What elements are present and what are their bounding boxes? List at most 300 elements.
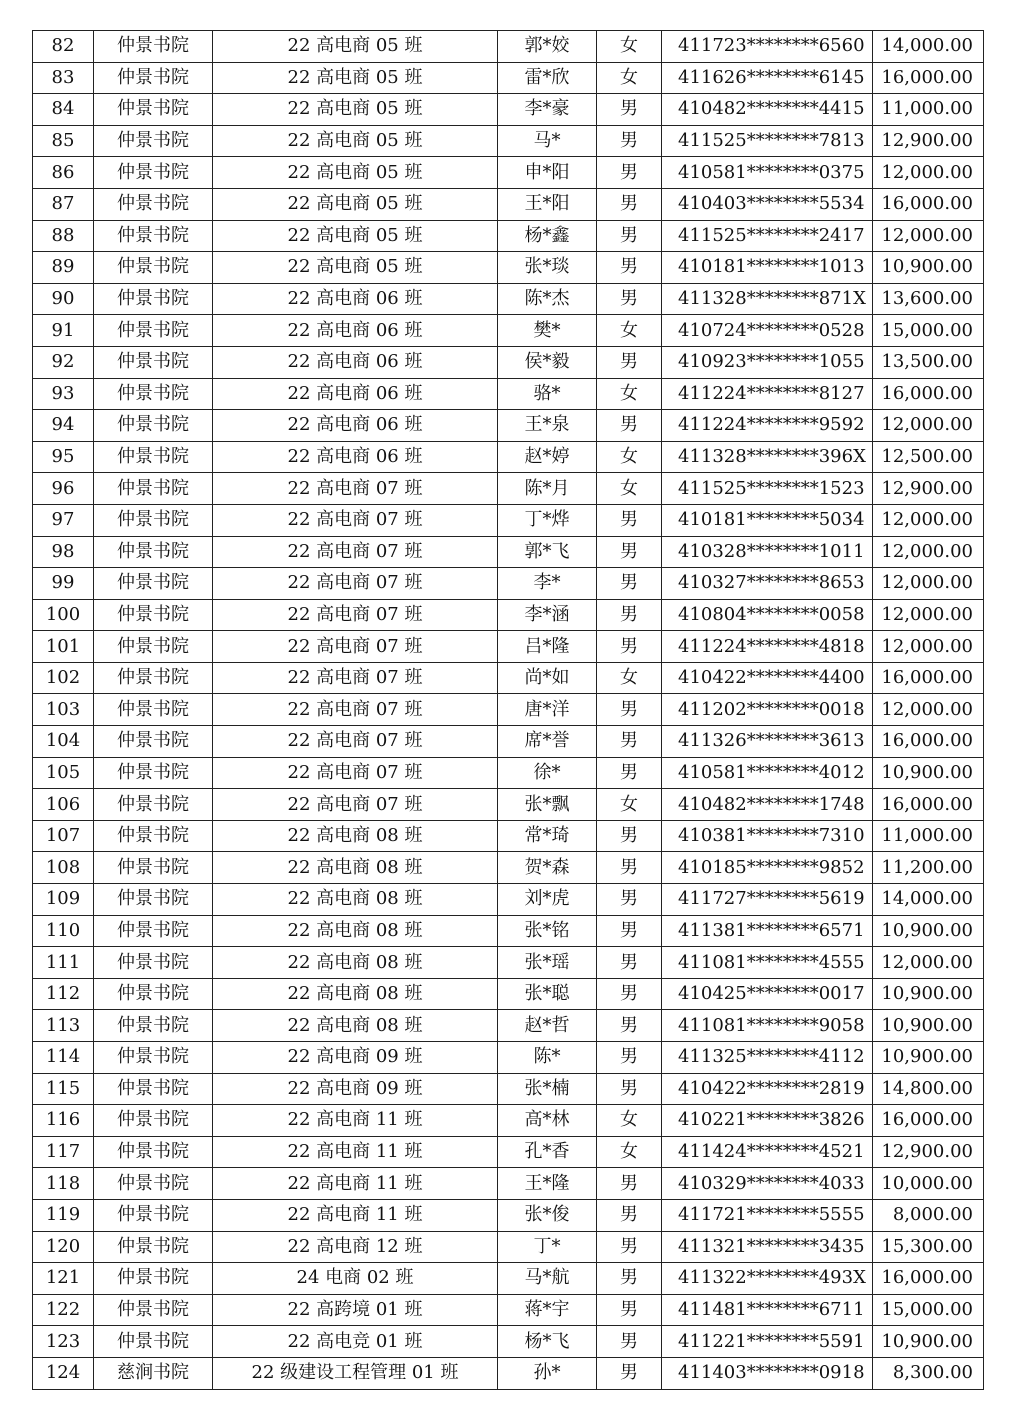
amount-cell: 8,300.00	[873, 1357, 984, 1389]
table-row	[33, 631, 984, 663]
college-cell: 仲景书院	[94, 315, 213, 347]
class-name-cell: 22 高电商 07 班	[213, 694, 498, 726]
table-row	[33, 410, 984, 442]
amount-cell: 14,800.00	[873, 1073, 984, 1105]
student-name-cell: 骆*	[498, 378, 597, 410]
row-number-cell: 122	[33, 1294, 94, 1326]
gender-cell: 男	[597, 694, 662, 726]
college-cell: 仲景书院	[94, 252, 213, 284]
records-table-body	[33, 31, 984, 1390]
class-name-cell: 22 高电商 11 班	[213, 1136, 498, 1168]
college-cell: 仲景书院	[94, 188, 213, 220]
records-table-container	[32, 30, 983, 1390]
college-cell: 仲景书院	[94, 1105, 213, 1137]
amount-cell: 8,000.00	[873, 1199, 984, 1231]
college-cell: 仲景书院	[94, 820, 213, 852]
gender-cell: 女	[597, 31, 662, 63]
student-name-cell: 常*琦	[498, 820, 597, 852]
id-number-cell: 410425********0017	[662, 978, 873, 1010]
student-name-cell: 杨*鑫	[498, 220, 597, 252]
amount-cell: 10,900.00	[873, 252, 984, 284]
id-number-cell: 411081********4555	[662, 947, 873, 979]
class-name-cell: 22 高电商 06 班	[213, 346, 498, 378]
college-cell: 仲景书院	[94, 1199, 213, 1231]
gender-cell: 男	[597, 568, 662, 600]
row-number-cell: 109	[33, 884, 94, 916]
class-name-cell: 22 高电商 07 班	[213, 473, 498, 505]
student-name-cell: 陈*杰	[498, 283, 597, 315]
class-name-cell: 22 高电商 11 班	[213, 1199, 498, 1231]
table-row	[33, 473, 984, 505]
class-name-cell: 22 高电商 09 班	[213, 1042, 498, 1074]
student-name-cell: 王*阳	[498, 188, 597, 220]
class-name-cell: 22 高电商 05 班	[213, 157, 498, 189]
college-cell: 仲景书院	[94, 757, 213, 789]
row-number-cell: 124	[33, 1357, 94, 1389]
row-number-cell: 110	[33, 915, 94, 947]
id-number-cell: 410724********0528	[662, 315, 873, 347]
row-number-cell: 107	[33, 820, 94, 852]
college-cell: 仲景书院	[94, 568, 213, 600]
gender-cell: 男	[597, 1357, 662, 1389]
row-number-cell: 99	[33, 568, 94, 600]
student-name-cell: 雷*欣	[498, 62, 597, 94]
student-name-cell: 李*	[498, 568, 597, 600]
college-cell: 仲景书院	[94, 1294, 213, 1326]
student-name-cell: 孔*香	[498, 1136, 597, 1168]
amount-cell: 16,000.00	[873, 62, 984, 94]
id-number-cell: 410381********7310	[662, 820, 873, 852]
student-name-cell: 马*航	[498, 1263, 597, 1295]
student-name-cell: 李*豪	[498, 94, 597, 126]
student-name-cell: 张*瑶	[498, 947, 597, 979]
college-cell: 仲景书院	[94, 1168, 213, 1200]
college-cell: 仲景书院	[94, 536, 213, 568]
table-row	[33, 1199, 984, 1231]
row-number-cell: 100	[33, 599, 94, 631]
student-name-cell: 陈*月	[498, 473, 597, 505]
gender-cell: 男	[597, 852, 662, 884]
college-cell: 仲景书院	[94, 1263, 213, 1295]
class-name-cell: 22 高电商 07 班	[213, 757, 498, 789]
student-name-cell: 孙*	[498, 1357, 597, 1389]
id-number-cell: 411525********2417	[662, 220, 873, 252]
table-row	[33, 1010, 984, 1042]
student-name-cell: 杨*飞	[498, 1326, 597, 1358]
amount-cell: 10,900.00	[873, 757, 984, 789]
table-row	[33, 441, 984, 473]
amount-cell: 16,000.00	[873, 378, 984, 410]
student-name-cell: 张*俊	[498, 1199, 597, 1231]
id-number-cell: 411525********7813	[662, 125, 873, 157]
id-number-cell: 411525********1523	[662, 473, 873, 505]
class-name-cell: 22 高电商 08 班	[213, 947, 498, 979]
table-row	[33, 536, 984, 568]
row-number-cell: 117	[33, 1136, 94, 1168]
amount-cell: 15,000.00	[873, 315, 984, 347]
college-cell: 仲景书院	[94, 346, 213, 378]
college-cell: 仲景书院	[94, 220, 213, 252]
row-number-cell: 114	[33, 1042, 94, 1074]
table-row	[33, 915, 984, 947]
class-name-cell: 22 高电商 05 班	[213, 188, 498, 220]
amount-cell: 13,500.00	[873, 346, 984, 378]
college-cell: 仲景书院	[94, 1042, 213, 1074]
class-name-cell: 22 高电商 07 班	[213, 662, 498, 694]
amount-cell: 12,900.00	[873, 1136, 984, 1168]
gender-cell: 女	[597, 473, 662, 505]
amount-cell: 12,000.00	[873, 568, 984, 600]
id-number-cell: 411403********0918	[662, 1357, 873, 1389]
gender-cell: 女	[597, 62, 662, 94]
row-number-cell: 98	[33, 536, 94, 568]
student-name-cell: 刘*虎	[498, 884, 597, 916]
id-number-cell: 411224********4818	[662, 631, 873, 663]
id-number-cell: 410422********4400	[662, 662, 873, 694]
id-number-cell: 411202********0018	[662, 694, 873, 726]
row-number-cell: 88	[33, 220, 94, 252]
college-cell: 仲景书院	[94, 62, 213, 94]
gender-cell: 男	[597, 1073, 662, 1105]
student-name-cell: 贺*森	[498, 852, 597, 884]
row-number-cell: 121	[33, 1263, 94, 1295]
gender-cell: 男	[597, 631, 662, 663]
college-cell: 仲景书院	[94, 1326, 213, 1358]
table-row	[33, 1168, 984, 1200]
class-name-cell: 22 高电商 05 班	[213, 125, 498, 157]
amount-cell: 10,900.00	[873, 915, 984, 947]
id-number-cell: 410923********1055	[662, 346, 873, 378]
row-number-cell: 120	[33, 1231, 94, 1263]
student-name-cell: 赵*婷	[498, 441, 597, 473]
class-name-cell: 22 高电商 08 班	[213, 915, 498, 947]
table-row	[33, 188, 984, 220]
class-name-cell: 22 高电商 06 班	[213, 283, 498, 315]
table-row	[33, 820, 984, 852]
row-number-cell: 104	[33, 726, 94, 758]
college-cell: 慈涧书院	[94, 1357, 213, 1389]
gender-cell: 男	[597, 820, 662, 852]
class-name-cell: 22 高电商 08 班	[213, 1010, 498, 1042]
id-number-cell: 411325********4112	[662, 1042, 873, 1074]
id-number-cell: 410329********4033	[662, 1168, 873, 1200]
row-number-cell: 123	[33, 1326, 94, 1358]
gender-cell: 女	[597, 1105, 662, 1137]
college-cell: 仲景书院	[94, 157, 213, 189]
student-name-cell: 王*泉	[498, 410, 597, 442]
amount-cell: 10,900.00	[873, 1010, 984, 1042]
college-cell: 仲景书院	[94, 789, 213, 821]
table-row	[33, 1294, 984, 1326]
student-name-cell: 席*誉	[498, 726, 597, 758]
id-number-cell: 410581********0375	[662, 157, 873, 189]
gender-cell: 女	[597, 441, 662, 473]
class-name-cell: 22 高电商 05 班	[213, 220, 498, 252]
class-name-cell: 22 高电竞 01 班	[213, 1326, 498, 1358]
student-name-cell: 李*涵	[498, 599, 597, 631]
table-row	[33, 757, 984, 789]
table-row	[33, 1263, 984, 1295]
id-number-cell: 411322********493X	[662, 1263, 873, 1295]
college-cell: 仲景书院	[94, 1010, 213, 1042]
class-name-cell: 22 高电商 06 班	[213, 378, 498, 410]
student-name-cell: 徐*	[498, 757, 597, 789]
row-number-cell: 115	[33, 1073, 94, 1105]
table-row	[33, 884, 984, 916]
class-name-cell: 22 高电商 05 班	[213, 252, 498, 284]
college-cell: 仲景书院	[94, 694, 213, 726]
amount-cell: 12,000.00	[873, 631, 984, 663]
id-number-cell: 411224********8127	[662, 378, 873, 410]
id-number-cell: 411081********9058	[662, 1010, 873, 1042]
class-name-cell: 22 高电商 07 班	[213, 568, 498, 600]
table-row	[33, 978, 984, 1010]
row-number-cell: 82	[33, 31, 94, 63]
amount-cell: 12,000.00	[873, 599, 984, 631]
amount-cell: 12,000.00	[873, 536, 984, 568]
student-name-cell: 申*阳	[498, 157, 597, 189]
row-number-cell: 83	[33, 62, 94, 94]
gender-cell: 男	[597, 220, 662, 252]
amount-cell: 12,000.00	[873, 947, 984, 979]
college-cell: 仲景书院	[94, 378, 213, 410]
gender-cell: 男	[597, 504, 662, 536]
class-name-cell: 22 高电商 07 班	[213, 726, 498, 758]
class-name-cell: 22 高电商 06 班	[213, 315, 498, 347]
records-table	[32, 30, 984, 1390]
amount-cell: 11,200.00	[873, 852, 984, 884]
college-cell: 仲景书院	[94, 915, 213, 947]
gender-cell: 男	[597, 1294, 662, 1326]
class-name-cell: 22 高电商 06 班	[213, 410, 498, 442]
college-cell: 仲景书院	[94, 31, 213, 63]
amount-cell: 16,000.00	[873, 1105, 984, 1137]
id-number-cell: 411727********5619	[662, 884, 873, 916]
gender-cell: 女	[597, 1136, 662, 1168]
class-name-cell: 22 高电商 08 班	[213, 820, 498, 852]
table-row	[33, 94, 984, 126]
gender-cell: 男	[597, 599, 662, 631]
id-number-cell: 410422********2819	[662, 1073, 873, 1105]
row-number-cell: 106	[33, 789, 94, 821]
class-name-cell: 22 高电商 07 班	[213, 536, 498, 568]
id-number-cell: 410181********5034	[662, 504, 873, 536]
student-name-cell: 郭*姣	[498, 31, 597, 63]
student-name-cell: 张*琰	[498, 252, 597, 284]
student-name-cell: 陈*	[498, 1042, 597, 1074]
amount-cell: 14,000.00	[873, 884, 984, 916]
id-number-cell: 411328********396X	[662, 441, 873, 473]
id-number-cell: 411328********871X	[662, 283, 873, 315]
id-number-cell: 410181********1013	[662, 252, 873, 284]
gender-cell: 男	[597, 978, 662, 1010]
id-number-cell: 411221********5591	[662, 1326, 873, 1358]
amount-cell: 12,500.00	[873, 441, 984, 473]
id-number-cell: 410403********5534	[662, 188, 873, 220]
row-number-cell: 86	[33, 157, 94, 189]
id-number-cell: 411224********9592	[662, 410, 873, 442]
gender-cell: 男	[597, 1042, 662, 1074]
college-cell: 仲景书院	[94, 947, 213, 979]
gender-cell: 男	[597, 884, 662, 916]
row-number-cell: 96	[33, 473, 94, 505]
gender-cell: 男	[597, 1010, 662, 1042]
table-row	[33, 504, 984, 536]
table-row	[33, 1105, 984, 1137]
gender-cell: 男	[597, 125, 662, 157]
table-row	[33, 694, 984, 726]
student-name-cell: 马*	[498, 125, 597, 157]
gender-cell: 女	[597, 662, 662, 694]
id-number-cell: 410327********8653	[662, 568, 873, 600]
student-name-cell: 唐*洋	[498, 694, 597, 726]
table-row	[33, 947, 984, 979]
table-row	[33, 789, 984, 821]
amount-cell: 16,000.00	[873, 662, 984, 694]
amount-cell: 16,000.00	[873, 1263, 984, 1295]
id-number-cell: 411626********6145	[662, 62, 873, 94]
student-name-cell: 蒋*宇	[498, 1294, 597, 1326]
gender-cell: 男	[597, 94, 662, 126]
amount-cell: 10,900.00	[873, 1326, 984, 1358]
table-row	[33, 726, 984, 758]
row-number-cell: 105	[33, 757, 94, 789]
class-name-cell: 24 电商 02 班	[213, 1263, 498, 1295]
gender-cell: 男	[597, 726, 662, 758]
class-name-cell: 22 高电商 07 班	[213, 789, 498, 821]
student-name-cell: 樊*	[498, 315, 597, 347]
id-number-cell: 411381********6571	[662, 915, 873, 947]
college-cell: 仲景书院	[94, 631, 213, 663]
row-number-cell: 89	[33, 252, 94, 284]
row-number-cell: 103	[33, 694, 94, 726]
id-number-cell: 411424********4521	[662, 1136, 873, 1168]
class-name-cell: 22 高电商 07 班	[213, 599, 498, 631]
row-number-cell: 102	[33, 662, 94, 694]
student-name-cell: 高*林	[498, 1105, 597, 1137]
row-number-cell: 119	[33, 1199, 94, 1231]
class-name-cell: 22 高电商 08 班	[213, 978, 498, 1010]
row-number-cell: 90	[33, 283, 94, 315]
amount-cell: 11,000.00	[873, 820, 984, 852]
gender-cell: 男	[597, 346, 662, 378]
row-number-cell: 108	[33, 852, 94, 884]
college-cell: 仲景书院	[94, 599, 213, 631]
class-name-cell: 22 高电商 06 班	[213, 441, 498, 473]
table-row	[33, 568, 984, 600]
class-name-cell: 22 高电商 05 班	[213, 31, 498, 63]
class-name-cell: 22 级建设工程管理 01 班	[213, 1357, 498, 1389]
amount-cell: 15,000.00	[873, 1294, 984, 1326]
table-row	[33, 31, 984, 63]
amount-cell: 12,000.00	[873, 220, 984, 252]
class-name-cell: 22 高电商 08 班	[213, 884, 498, 916]
student-name-cell: 王*隆	[498, 1168, 597, 1200]
student-name-cell: 丁*	[498, 1231, 597, 1263]
gender-cell: 男	[597, 252, 662, 284]
gender-cell: 女	[597, 315, 662, 347]
amount-cell: 11,000.00	[873, 94, 984, 126]
table-row	[33, 62, 984, 94]
class-name-cell: 22 高电商 09 班	[213, 1073, 498, 1105]
college-cell: 仲景书院	[94, 726, 213, 758]
class-name-cell: 22 高电商 05 班	[213, 62, 498, 94]
row-number-cell: 91	[33, 315, 94, 347]
gender-cell: 男	[597, 1199, 662, 1231]
table-row	[33, 1357, 984, 1389]
row-number-cell: 101	[33, 631, 94, 663]
amount-cell: 10,900.00	[873, 1042, 984, 1074]
row-number-cell: 116	[33, 1105, 94, 1137]
gender-cell: 男	[597, 947, 662, 979]
row-number-cell: 84	[33, 94, 94, 126]
amount-cell: 12,900.00	[873, 125, 984, 157]
college-cell: 仲景书院	[94, 504, 213, 536]
table-row	[33, 852, 984, 884]
college-cell: 仲景书院	[94, 884, 213, 916]
row-number-cell: 97	[33, 504, 94, 536]
gender-cell: 男	[597, 1168, 662, 1200]
table-row	[33, 346, 984, 378]
table-row	[33, 125, 984, 157]
gender-cell: 男	[597, 1326, 662, 1358]
student-name-cell: 丁*烨	[498, 504, 597, 536]
table-row	[33, 662, 984, 694]
id-number-cell: 410482********1748	[662, 789, 873, 821]
row-number-cell: 87	[33, 188, 94, 220]
gender-cell: 男	[597, 157, 662, 189]
student-name-cell: 侯*毅	[498, 346, 597, 378]
amount-cell: 16,000.00	[873, 188, 984, 220]
table-row	[33, 378, 984, 410]
table-row	[33, 1326, 984, 1358]
student-name-cell: 尚*如	[498, 662, 597, 694]
student-name-cell: 郭*飞	[498, 536, 597, 568]
gender-cell: 男	[597, 1231, 662, 1263]
class-name-cell: 22 高电商 12 班	[213, 1231, 498, 1263]
amount-cell: 16,000.00	[873, 789, 984, 821]
college-cell: 仲景书院	[94, 1136, 213, 1168]
row-number-cell: 113	[33, 1010, 94, 1042]
amount-cell: 15,300.00	[873, 1231, 984, 1263]
college-cell: 仲景书院	[94, 410, 213, 442]
table-row	[33, 252, 984, 284]
table-row	[33, 1042, 984, 1074]
row-number-cell: 111	[33, 947, 94, 979]
id-number-cell: 410482********4415	[662, 94, 873, 126]
table-row	[33, 283, 984, 315]
amount-cell: 10,000.00	[873, 1168, 984, 1200]
amount-cell: 12,000.00	[873, 694, 984, 726]
gender-cell: 女	[597, 378, 662, 410]
student-name-cell: 赵*哲	[498, 1010, 597, 1042]
student-name-cell: 张*楠	[498, 1073, 597, 1105]
amount-cell: 12,000.00	[873, 410, 984, 442]
id-number-cell: 410328********1011	[662, 536, 873, 568]
class-name-cell: 22 高跨境 01 班	[213, 1294, 498, 1326]
gender-cell: 男	[597, 915, 662, 947]
amount-cell: 12,000.00	[873, 504, 984, 536]
row-number-cell: 118	[33, 1168, 94, 1200]
amount-cell: 12,000.00	[873, 157, 984, 189]
gender-cell: 女	[597, 789, 662, 821]
amount-cell: 12,900.00	[873, 473, 984, 505]
row-number-cell: 95	[33, 441, 94, 473]
class-name-cell: 22 高电商 07 班	[213, 504, 498, 536]
college-cell: 仲景书院	[94, 125, 213, 157]
college-cell: 仲景书院	[94, 94, 213, 126]
gender-cell: 男	[597, 410, 662, 442]
